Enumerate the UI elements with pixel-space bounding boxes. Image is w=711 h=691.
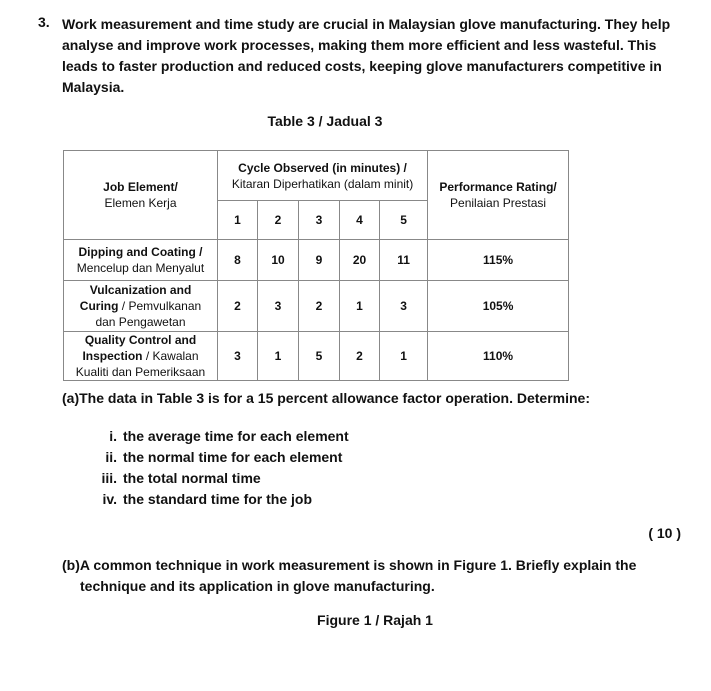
job-name-ms-start: / Kawalan bbox=[142, 349, 199, 363]
cycle-number: 4 bbox=[340, 201, 380, 240]
job-name-ms-start: / Pemvulkanan bbox=[118, 299, 202, 313]
cycle-value: 11 bbox=[380, 240, 428, 281]
part-b-prompt bbox=[62, 555, 682, 597]
job-name-en-cont: Inspection bbox=[82, 349, 143, 363]
job-name-ms: Mencelup dan Menyalut bbox=[76, 261, 205, 275]
list-item bbox=[95, 489, 349, 510]
list-item bbox=[95, 447, 349, 468]
part-a-label: (a) bbox=[62, 390, 80, 406]
roman-numeral: i. bbox=[109, 428, 117, 444]
part-a-subquestions bbox=[95, 426, 349, 510]
figure-caption: Figure 1 / Rajah 1 bbox=[317, 612, 433, 628]
marks-label: ( 10 ) bbox=[648, 525, 681, 541]
list-item-text: the average time for each element bbox=[123, 428, 349, 444]
cycle-header-en: Cycle Observed (in minutes) / bbox=[238, 160, 407, 175]
job-name-en: Vulcanization and bbox=[89, 283, 192, 297]
rating-header-en: Performance Rating/ bbox=[439, 180, 557, 194]
job-element-cell bbox=[64, 240, 218, 281]
job-header-en: Job Element/ bbox=[103, 180, 178, 194]
table-row bbox=[64, 281, 569, 332]
list-item-text: the normal time for each element bbox=[123, 449, 343, 465]
performance-rating-header bbox=[428, 151, 569, 240]
list-item-text: the total normal time bbox=[123, 470, 261, 486]
cycle-value: 1 bbox=[340, 281, 380, 332]
job-name-en: Quality Control and bbox=[84, 333, 197, 347]
table-row bbox=[64, 240, 569, 281]
cycle-number: 2 bbox=[258, 201, 299, 240]
table-row bbox=[64, 332, 569, 381]
performance-rating-value: 115% bbox=[428, 240, 569, 281]
part-a-prompt bbox=[62, 390, 590, 406]
list-item-text: the standard time for the job bbox=[123, 491, 313, 507]
cycle-header-ms: Kitaran Diperhatikan (dalam minit) bbox=[231, 176, 414, 191]
list-item bbox=[95, 468, 349, 489]
cycle-value: 1 bbox=[380, 332, 428, 381]
job-name-en: Dipping and Coating / bbox=[78, 245, 203, 259]
list-item bbox=[95, 426, 349, 447]
job-element-cell bbox=[64, 281, 218, 332]
job-name-ms: dan Pengawetan bbox=[95, 315, 186, 329]
cycle-value: 5 bbox=[299, 332, 340, 381]
job-element-cell bbox=[64, 332, 218, 381]
cycle-value: 9 bbox=[299, 240, 340, 281]
performance-rating-value: 110% bbox=[428, 332, 569, 381]
roman-numeral: iii. bbox=[101, 470, 117, 486]
part-a-text: The data in Table 3 is for a 15 percent allowance factor operation. Determine: bbox=[79, 390, 591, 406]
cycle-value: 3 bbox=[258, 281, 299, 332]
time-study-table bbox=[63, 150, 569, 381]
question-number: 3. bbox=[38, 14, 50, 30]
cycle-value: 8 bbox=[218, 240, 258, 281]
cycle-value: 20 bbox=[340, 240, 380, 281]
part-b-line2: technique and its application in glove manufacturing. bbox=[80, 578, 435, 594]
job-name-en-cont: Curing bbox=[79, 299, 119, 313]
roman-numeral: iv. bbox=[102, 491, 117, 507]
cycle-value: 3 bbox=[380, 281, 428, 332]
cycle-value: 2 bbox=[218, 281, 258, 332]
performance-rating-value: 105% bbox=[428, 281, 569, 332]
part-b-line1: A common technique in work measurement is shown in Figure 1. Briefly explain the bbox=[79, 557, 637, 573]
cycle-value: 1 bbox=[258, 332, 299, 381]
cycle-number: 5 bbox=[380, 201, 428, 240]
job-element-header bbox=[64, 151, 218, 240]
table-caption: Table 3 / Jadual 3 bbox=[267, 113, 383, 129]
cycle-number: 1 bbox=[218, 201, 258, 240]
job-header-ms: Elemen Kerja bbox=[104, 196, 177, 210]
cycle-value: 3 bbox=[218, 332, 258, 381]
cycle-value: 2 bbox=[299, 281, 340, 332]
job-name-ms: Kualiti dan Pemeriksaan bbox=[75, 365, 206, 379]
cycle-number: 3 bbox=[299, 201, 340, 240]
cycle-observed-header bbox=[218, 151, 428, 201]
roman-numeral: ii. bbox=[105, 449, 117, 465]
cycle-value: 2 bbox=[340, 332, 380, 381]
cycle-value: 10 bbox=[258, 240, 299, 281]
part-b-label: (b) bbox=[62, 557, 80, 573]
rating-header-ms: Penilaian Prestasi bbox=[450, 196, 547, 210]
question-text: Work measurement and time study are crucial in Malaysian glove manufacturing. They help analyse and improve work processes, making them more efficient and less wasteful. This leads to faster production and reduced costs, keeping glove manufacturers competitive in Malaysia. bbox=[62, 16, 671, 95]
